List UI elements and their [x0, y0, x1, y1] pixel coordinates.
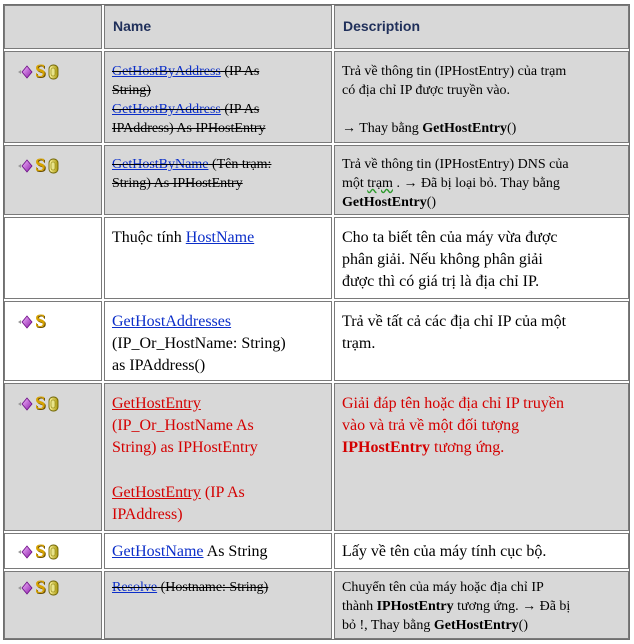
method-icon: [17, 315, 33, 329]
signature-text: String) as IPHostEntry: [112, 439, 258, 456]
description-text: bỏ !, Thay bằng: [342, 618, 434, 633]
icon-cell: [4, 383, 102, 531]
gethostbyname-link[interactable]: GetHostByName: [112, 157, 209, 172]
table-row: [4, 301, 629, 381]
obsolete-icon: [48, 544, 59, 560]
description-text: Trả về thông tin (IPHostEntry) DNS của: [342, 157, 569, 172]
signature-text: (Hostname: String): [157, 580, 269, 595]
table-row: [4, 383, 629, 531]
static-icon: S: [35, 61, 46, 82]
icon-cell: [4, 51, 102, 143]
description-cell: [334, 533, 629, 569]
table-row: [4, 51, 629, 143]
member-signature: [112, 393, 325, 526]
member-icons: [17, 312, 46, 332]
table-header-row: [4, 5, 629, 49]
obsolete-icon: [48, 158, 59, 174]
name-cell: [104, 301, 332, 381]
obsolete-icon: [48, 396, 59, 412]
member-signature: [112, 578, 325, 597]
static-icon: S: [35, 393, 46, 414]
method-icon: [17, 65, 33, 79]
static-icon: S: [35, 577, 46, 598]
description-text: Thay bằng: [356, 121, 423, 136]
name-cell: [104, 383, 332, 531]
icon-cell: [4, 571, 102, 639]
obsolete-icon: [48, 64, 59, 80]
description-text: có địa chỉ IP được truyền vào.: [342, 83, 511, 98]
table-row: [4, 533, 629, 569]
description-text: tương ứng.: [430, 439, 505, 456]
description-cell: [334, 51, 629, 143]
method-icon: [17, 545, 33, 559]
member-description: [342, 578, 622, 635]
member-description: [342, 541, 622, 563]
members-table: [3, 4, 630, 640]
header-name-cell: [104, 5, 332, 49]
obsolete-icon: [48, 580, 59, 596]
description-text: (): [426, 195, 437, 210]
column-header-description: Description: [343, 18, 421, 34]
arrow-icon: →: [522, 599, 537, 614]
member-icons: [17, 62, 59, 82]
replacement-method: GetHostEntry: [422, 121, 507, 136]
signature-text: (IP As: [220, 64, 260, 79]
member-signature: [112, 155, 325, 193]
resolve-link[interactable]: Resolve: [112, 580, 158, 595]
member-icons: [17, 394, 59, 414]
description-text: thành: [342, 599, 377, 614]
description-text: Lấy về tên của máy tính cục bộ.: [342, 543, 547, 560]
description-text: Giải đáp tên hoặc địa chỉ IP truyền: [342, 395, 564, 412]
signature-text: String): [112, 83, 151, 98]
description-text: Trả về thông tin (IPHostEntry) của trạm: [342, 64, 567, 79]
column-header-name: Name: [113, 18, 152, 34]
description-text: tương ứng.: [453, 599, 523, 614]
member-description: [342, 155, 622, 212]
header-icon-cell: [4, 5, 102, 49]
icon-cell: [4, 217, 102, 299]
method-icon: [17, 581, 33, 595]
member-icons: [17, 156, 59, 176]
member-icons: [17, 542, 59, 562]
spellcheck-word: trạm: [367, 176, 393, 191]
description-text: (): [507, 121, 517, 136]
description-text: Trả về tất cả các địa chỉ IP của một: [342, 313, 567, 330]
member-signature: [112, 541, 325, 563]
description-text: Chuyển tên của máy hoặc địa chỉ IP: [342, 580, 544, 595]
name-cell: [104, 145, 332, 215]
name-cell: [104, 217, 332, 299]
description-text: Đã bị: [536, 599, 571, 614]
signature-text: as IPAddress(): [112, 357, 206, 374]
icon-cell: [4, 145, 102, 215]
signature-text: IPAddress): [112, 506, 183, 523]
header-description-cell: [334, 5, 629, 49]
method-icon: [17, 397, 33, 411]
return-type: IPHostEntry: [376, 599, 454, 614]
signature-text: (IP As: [200, 484, 245, 501]
arrow-icon: →: [403, 176, 418, 191]
description-cell: [334, 301, 629, 381]
icon-cell: [4, 533, 102, 569]
signature-text: IPAddress) As IPHostEntry: [112, 121, 266, 136]
table-row: [4, 145, 629, 215]
description-text: Cho ta biết tên của máy vừa được: [342, 229, 558, 246]
signature-text: (IP_Or_HostName As: [112, 417, 254, 434]
hostname-link[interactable]: HostName: [185, 229, 255, 246]
member-signature: [112, 62, 325, 138]
description-cell: [334, 217, 629, 299]
member-icons: [17, 578, 59, 598]
name-cell: [104, 533, 332, 569]
member-description: [342, 227, 622, 293]
description-cell: [334, 145, 629, 215]
gethostbyaddress-overload-link[interactable]: GetHostByAddress: [112, 102, 221, 117]
description-text: một: [342, 176, 368, 191]
table-row: [4, 571, 629, 639]
gethostbyaddress-link[interactable]: GetHostByAddress: [112, 64, 221, 79]
member-description: [342, 311, 622, 355]
member-description: [342, 62, 622, 138]
method-icon: [17, 159, 33, 173]
gethostname-link[interactable]: GetHostName: [112, 543, 204, 560]
static-icon: S: [35, 311, 46, 332]
gethostentry-overload-link[interactable]: GetHostEntry: [112, 484, 201, 501]
member-signature: [112, 227, 325, 249]
static-icon: S: [35, 155, 46, 176]
name-cell: [104, 571, 332, 639]
signature-text: (Tên trạm:: [208, 157, 272, 172]
arrow-icon: →: [342, 121, 356, 136]
description-cell: [334, 571, 629, 639]
description-cell: [334, 383, 629, 531]
signature-text: (IP As: [220, 102, 260, 117]
static-icon: S: [35, 541, 46, 562]
table-row: [4, 217, 629, 299]
replacement-method: GetHostEntry: [342, 195, 427, 210]
signature-text: String) As IPHostEntry: [112, 176, 243, 191]
return-type: IPHostEntry: [342, 439, 430, 456]
replacement-method: GetHostEntry: [433, 618, 519, 633]
description-text: vào và trả về một đối tượng: [342, 417, 520, 434]
description-text: (): [518, 618, 528, 633]
signature-text: As String: [203, 543, 268, 560]
name-cell: [104, 51, 332, 143]
icon-cell: [4, 301, 102, 381]
gethostaddresses-link[interactable]: GetHostAddresses: [112, 313, 232, 330]
description-text: Đã bị loại bỏ. Thay bằng: [417, 176, 560, 191]
description-text: .: [392, 176, 404, 191]
description-text: trạm.: [342, 335, 376, 352]
gethostentry-link[interactable]: GetHostEntry: [112, 395, 201, 412]
member-signature: [112, 311, 325, 377]
description-text: phân giải. Nếu không phân giải: [342, 251, 543, 268]
signature-text: (IP_Or_HostName: String): [112, 335, 286, 352]
signature-text: Thuộc tính: [112, 229, 186, 246]
member-description: [342, 393, 622, 459]
description-text: được thì có giá trị là địa chỉ IP.: [342, 273, 540, 290]
